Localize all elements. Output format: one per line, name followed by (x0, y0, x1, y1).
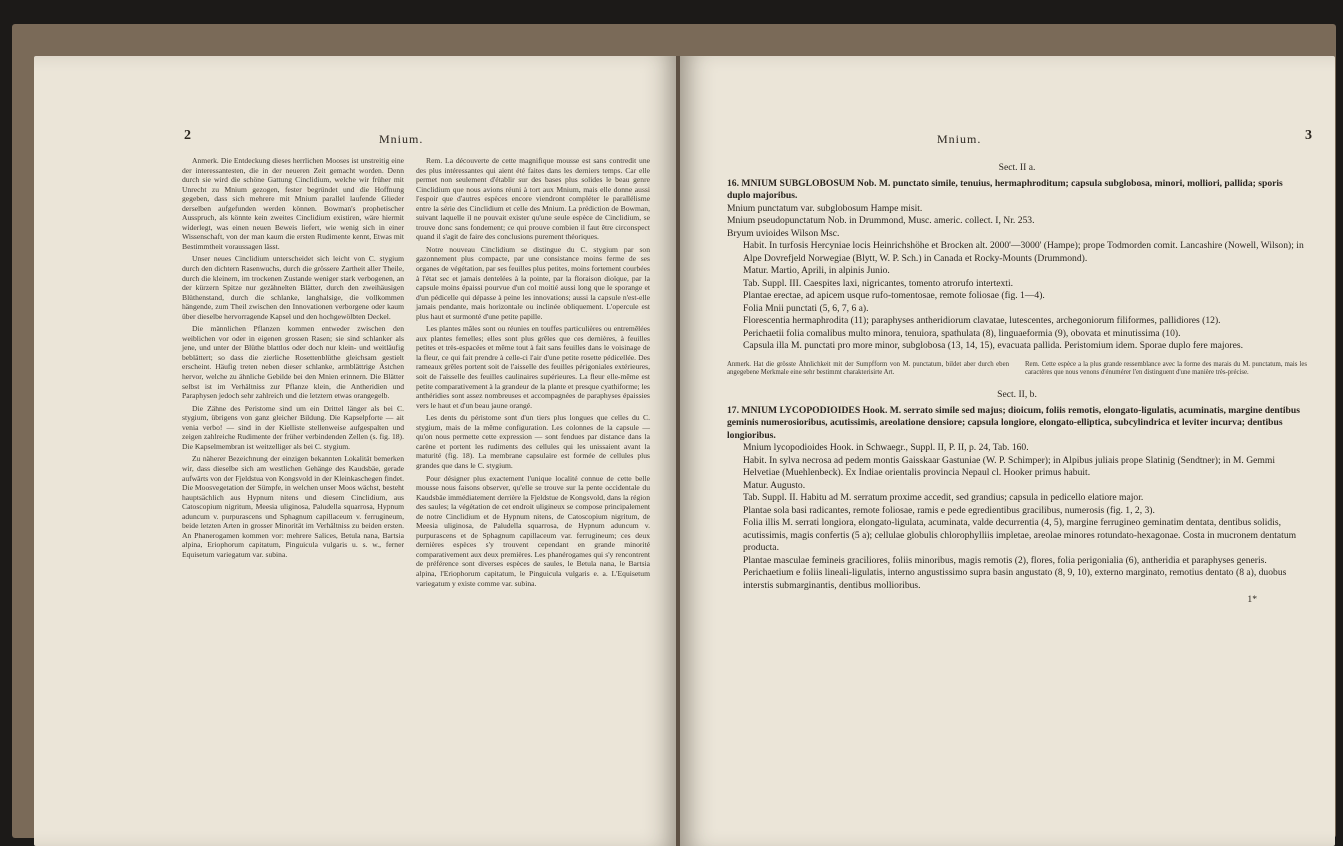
book-gutter (676, 56, 680, 846)
synonym-line: Mnium punctatum var. subglobosum Hampe misit. (727, 202, 923, 214)
section-heading: Sect. II a. (998, 162, 1036, 173)
signature-mark: 1* (1247, 594, 1257, 606)
book-spread (12, 24, 1336, 838)
french-paragraph: Les plantes mâles sont ou réunies en touffes particulières ou entremêlées aux plantes femelles; elles sont plus grêles que ces dernières, à feuilles petites et très-espacées et même tout à fait sans feuilles dans le voisinage de la fleur, ce qui fait prendre à celle-ci l'air d'une petite rosette pédicellée. Des rameaux grêles portent soit de l'aisselle des feuilles périgoniales extérieures, soit de l'aisselle des feuilles caulinaires supérieures. La fleur elle-même est petite comparativement à la grandeur de la plante et presque cyathiforme; les anthéridies sont assez nombreuses et accompagnées de paraphyses épaissies vers le haut et d'un beau jaune orangé. (416, 324, 650, 410)
remark-french: Rem. Cette espèce a la plus grande ressemblance avec la forme des marais du M. punctatum, mais les caractères que nous venons d'énumérer l'en distinguent d'une manière très-précise. (1025, 360, 1307, 376)
plate-text: Tab. Suppl. II. Habitu ad M. serratum proxime accedit, sed grandius; capsula in pedicello elatiore major. (743, 492, 1144, 504)
french-column (416, 156, 650, 591)
perichaetium-text: Perichaetii folia comalibus multo minora, tenuiora, spathulata (8), linguaeformia (9), obovata et minutissima (10). (743, 327, 1181, 339)
german-paragraph: Anmerk. Die Entdeckung dieses herrlichen Mooses ist unstreitig eine der interessantesten, die in der neueren Zeit gemacht worden. Denn durch sie wird die schöne Gattung Cinclidium, welche wir früher mit Unrecht zu Mnium gezogen, fester begründet und die Hoffnung gegeben, dass sich mehrere mit Mnium parallel laufende Glieder derselben aufgefunden werden können. Bowman's prophetischer Ausspruch, als könnte kein zweites Cinclidium existiren, wäre hiermit widerlegt, was einen neuen Beweis liefert, wie wenig sich in einer Wissenschaft, von der man kaum die ersten Rudimente kennt, Etwas mit Bestimmtheit voraussagen lässt. (182, 156, 404, 251)
inflorescence-text: Florescentia hermaphrodita (11); paraphyses antheridiorum clavatae, lutescentes, archegoniorum filiformes, pallidiores (12). (743, 315, 1221, 326)
perichaetium-text: Perichaetium e foliis lineali-ligulatis, interno angustissimo supra basin angustato (8, 9, 10), externo marginato, remotius dentato (8 a), duobus interstis submarginantis, dentibus mollioribus. (743, 567, 1287, 591)
right-running-head: Mnium. (937, 132, 982, 146)
habitat-text: Habit. In sylva necrosa ad pedem montis Gaisskaar Gastuniae (W. P. Schimper); in Alpibus juliais prope Slatinig (Sendtner); in M. Gemmi Helvetiae (Muehlenbeck). Ex Indiae orientalis provincia Nepaul cl. Hooker primus habuit. (743, 454, 1276, 479)
plants-text: Plantae erectae, ad apicem usque rufo-tomentosae, remote foliosae (fig. 1—4). (743, 290, 1045, 301)
remarks-block (727, 361, 1307, 378)
leaves-text: Folia Mnii punctati (5, 6, 7, 6 a). (743, 302, 869, 314)
synonym-line: Bryum uvioides Wilson Msc. (727, 227, 840, 239)
species-17-title: 17. MNIUM LYCOPODIOIDES Hook. M. serrato simile sed majus; dioicum, foliis remotis, elongato-ligulatis, acuminatis, margine dentibus geminis numerosioribus, acutissimis, areolatione densiore; capsula longiore, elongato-elliptica, subcylindrica et leviter incurva; dentibus longioribus. (727, 404, 1300, 441)
french-paragraph: Rem. La découverte de cette magnifique mousse est sans contredit une des plus intéressantes qui aient été faites dans les derniers temps. Car elle permet non seulement d'établir sur des bases plus solides le beau genre Cinclidium que nous avions réuni à tort aux Mnium, mais elle donne aussi l'espoir que d'autres espèces encore viendront compléter le parallélisme entre la série des Cinclidium et celle des Mnium. La prédiction de Bowman, suivant laquelle il ne pouvait exister qu'une seule espèce de Cinclidium, se trouve donc sans fondement; ce qui prouve combien il faut être circonspect quand il s'agit de faire des conclusions purement théoriques. (416, 156, 650, 242)
section-heading: Sect. II, b. (997, 389, 1037, 401)
synonym-line: Mnium lycopodioides Hook. in Schwaegr., Suppl. II, P. II, p. 24, Tab. 160. (743, 442, 1029, 454)
left-page-number: 2 (184, 128, 191, 143)
capsule-text: Capsula illa M. punctati pro more minor, subglobosa (13, 14, 15), evacuata pallida. Peristomium idem. Sporae duplo fere majores. (743, 340, 1243, 351)
french-paragraph: Les dents du péristome sont d'un tiers plus longues que celles du C. stygium, mais de la même configuration. Les colonnes de la capsule — qu'on nous permette cette expression — sont fendues par distance dans la carène et portent les rudiments des cellules qui les unissaient avant la maturité (fig. 18). La membrane capsulaire est formée de cellules plus grandes que dans le C. stygium. (416, 413, 650, 470)
right-page-number: 3 (1305, 128, 1312, 143)
german-paragraph: Zu näherer Bezeichnung der einzigen bekannten Lokalität bemerken wir, dass dieselbe sich am westlichen Gehänge des Kaudsbäe, gerade aufwärts von der Fjeldstua von Kongsvold in der Kleinkaschegen findet. Die Moosvegetation der Sümpfe, in welchen unser Moos wächst, besteht hauptsächlich aus Hypnum nitens und diesem Cinclidium, aus Catoscopium nigritum, Meesia uliginosa, Paludella squarrosa, Hypnum aduncum v. purpurascens und Sphagnum capillaceum v. ferrugineum, beide letzten Arten in grosser Minorität im Verhältniss zu beiden ersten. An Phanerogamen kommen vor: mehrere Salices, Betula nana, Bartsia alpina, Eriophorum capitatum, Pinguicula vulgaris u. s. w., ferner Equisetum variegatum var. subina. (182, 454, 404, 559)
french-paragraph: Notre nouveau Cinclidium se distingue du C. stygium par son gazonnement plus compacte, par une consistance moins ferme de ses organes de végétation, par ses feuilles plus petites, moins fortement courbées à l'état sec et jamais dentelées à la pointe, par la floraison dioïque, par la capsule moins épaissi pourvue d'un col moitié aussi long que le sporange et d'un pédicelle qui dépasse à peine les innovations; aussi la capsule n'est-elle jamais pendante, mais horizontale ou inclinée obliquement. L'opercule est plus haut et surmonté d'une petite papille. (416, 244, 650, 321)
remark-german: Anmerk. Hat die grösste Ähnlichkeit mit der Sumpfform von M. punctatum, bildet aber durch eben angegebene Merkmale eine sehr bestimmt charakterisirte Art. (727, 360, 1009, 376)
german-paragraph: Die Zähne des Peristome sind um ein Drittel länger als bei C. stygium, übrigens von ganz gleicher Bildung. Die Kapselpforte — ait venia verbo! — sind in der Kielliste stellenweise aufgespalten und zeigen zahlreiche Rudimente der früher verbindenden Zellen (s. fig. 18). Die Kapselmembran ist weitzelliger als bei C. stygium. (182, 403, 404, 451)
right-page (679, 56, 1335, 846)
right-page-body (727, 156, 1307, 607)
synonym-line: Mnium pseudopunctatum Nob. in Drummond, Musc. americ. collect. I, Nr. 253. (727, 215, 1035, 226)
german-paragraph: Unser neues Cinclidium unterscheidet sich leicht von C. stygium durch den dichtern Rasenwuchs, durch die grössere Zartheit aller Theile, durch die kleinern, im trockenen Zustande weniger stark verbogenen, an der kürzern Spitze nur gezähnelten Blätter, durch den zweihäusigen Blüthenstand, durch die schlanke, langhalsige, die vollkommen hängende, zum Theil zwischen den Innovationen verborgene oder kaum über dieselbe hervorragende Kapsel und den hochgewölbten Deckel. (182, 254, 404, 321)
left-running-head: Mnium. (379, 132, 424, 146)
leaves-text: Folia illis M. serrati longiora, elongato-ligulata, acuminata, valde decurrentia (4, 5), margine ferrugineo geminatim dentata, dentibus solidis, acutissimis, magis confertis (5 a); cellulae globulis chlorophylliis impletae, areolae minores rotundato-hexagonae. Costa in mucronem dentatum producta. (743, 517, 1297, 554)
plants-text: Plantae sola basi radicantes, remote foliosae, ramis e pede egredientibus gracilibus, numerosis (fig. 1, 2, 3). (743, 504, 1155, 516)
habitat-text: Habit. In turfosis Hercyniae locis Heinrichshöhe et Brocken alt. 2000'—3000' (Hampe); prope Todmorden comit. Lancashire (Nowell, Wilson); in Alpe Dovrefjeld Norwegiae (Blytt, W. P. Sch.) in Canada et Rocky-Mounts (Drummond). (743, 240, 1304, 264)
maturation-text: Matur. Augusto. (743, 479, 806, 491)
german-paragraph: Die männlichen Pflanzen kommen entweder zwischen den weiblichen vor oder in eigenen grossen Rasen; sie sind schlanker als jene, und unter der Blüthe blattlos oder doch nur klein- und weitläufig beblättert; so dass die zierliche Rosettenblüthe gleichsam gestielt erscheint. Häufig treten neben dieser schlanke, armblättrige Ästchen hervor, welche zu ähnliche Gebilde bei den Mnien erinnern. Die Blätter selbst ist im Verhältniss zur Pflanze klein, die Antheridien und Paraphysen jedoch sehr zahlreich und die letztern etwas orangegelb. (182, 324, 404, 401)
species-16-title: 16. MNIUM SUBGLOBOSUM Nob. M. punctato simile, tenuius, hermaphroditum; capsula subglobosa, minori, molliori, pallida; sporis duplo majoribus. (727, 177, 1283, 201)
plate-text: Tab. Suppl. III. Caespites laxi, nigricantes, tomento atrorufo intertexti. (743, 277, 1014, 289)
french-paragraph: Pour désigner plus exactement l'unique localité connue de cette belle mousse nous faisons observer, qu'elle se trouve sur la pente occidentale du Kaudsbäe immédiatement derrière la Fjeldstue de Kongsvold, dans la région des saules; la végétation de cet endroit uligineux se compose principalement de notre Cinclidium et de Hypnum nitens, de Catoscopium nigritum, de Meesia uliginosa, de Paludella squarrosa, de Hypnum aduncum v. purpurascens et de Sphagnum capillaceum var. ferrugineum; ces deux dernières espèces s'y trouvent cependant en grande minorité comparativement aux deux premières. Les phanérogames qui s'y rencontrent de préférence sont diverses espèces de saules, le Betula nana, le Bartsia alpina, l'Eriophorum capitatum, le Pinguicula vulgaris e. a. L'Equisetum variegatum y existe comme var. subina. (416, 473, 650, 588)
maturation-text: Matur. Martio, Aprili, in alpinis Junio. (743, 265, 890, 276)
male-plants-text: Plantae masculae femineis graciliores, foliis minoribus, magis remotis (2), flores, folia perigonialia (6), antheridia et paraphyses generis. (743, 554, 1267, 566)
left-page (34, 56, 679, 846)
german-column (182, 156, 404, 562)
